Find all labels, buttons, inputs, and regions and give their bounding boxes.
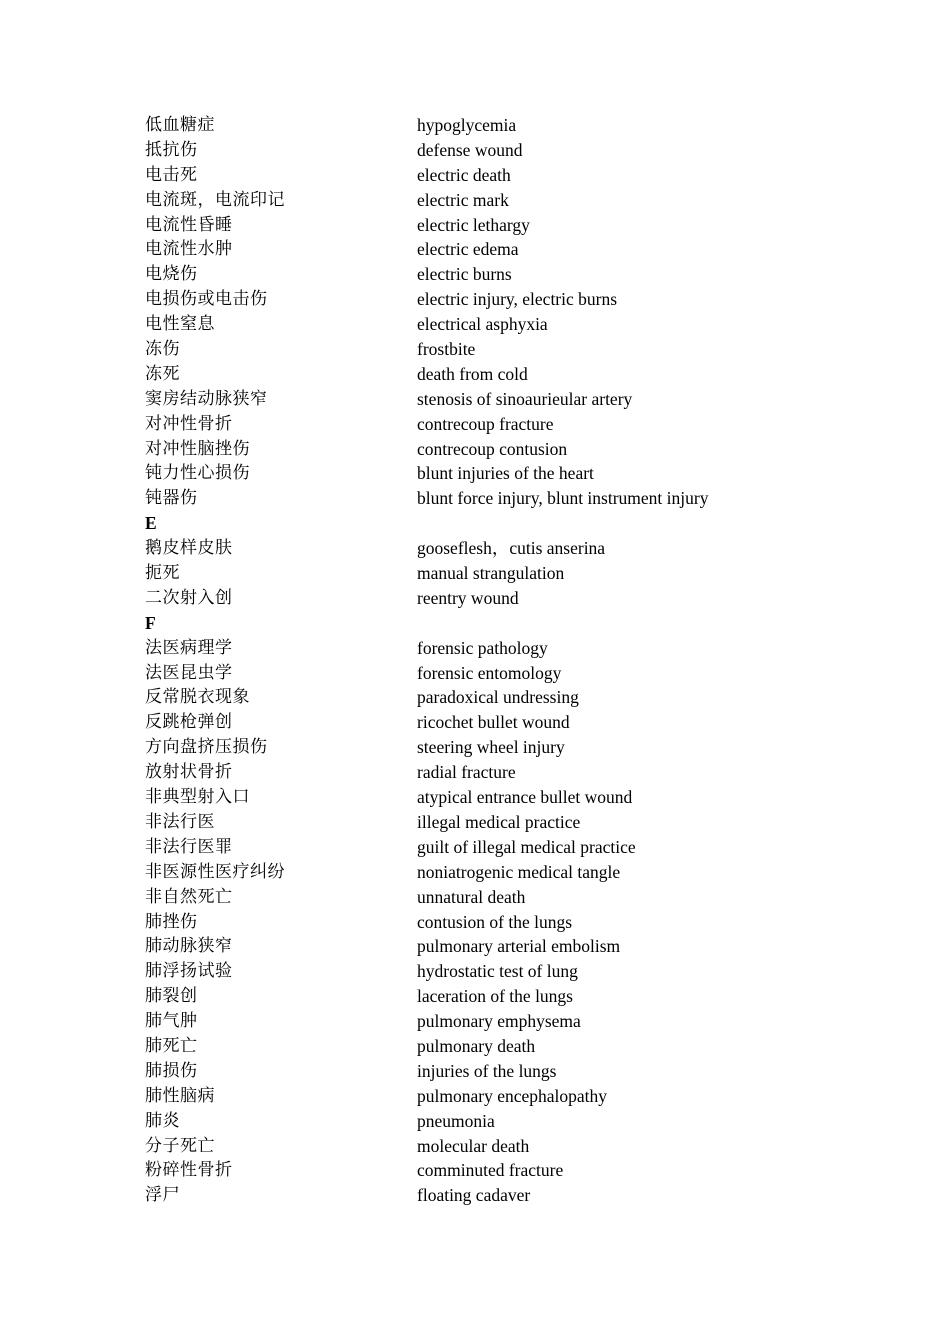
glossary-entry [0, 437, 950, 462]
english-term: electric injury, electric burns [417, 289, 618, 310]
glossary-entry [0, 785, 950, 810]
chinese-term: 电烧伤 [145, 264, 198, 285]
glossary-entry [0, 337, 950, 362]
chinese-term: 肺死亡 [145, 1035, 198, 1056]
chinese-term: 钝力性心损伤 [145, 463, 250, 484]
glossary-entry [0, 237, 950, 262]
glossary-entry [0, 163, 950, 188]
chinese-term: 电流性水肿 [145, 239, 233, 260]
glossary-entry [0, 188, 950, 213]
glossary-entry [0, 934, 950, 959]
chinese-term: 法医昆虫学 [145, 662, 233, 683]
glossary-entry [0, 362, 950, 387]
glossary-entry [0, 138, 950, 163]
glossary-entry [0, 536, 950, 561]
chinese-term: 方向盘挤压损伤 [145, 737, 268, 758]
glossary-entry [0, 984, 950, 1009]
chinese-term: 冻死 [145, 363, 180, 384]
english-term: atypical entrance bullet wound [417, 787, 633, 808]
chinese-term: 窦房结动脉狭窄 [145, 388, 268, 409]
english-term: forensic pathology [417, 637, 548, 658]
glossary-entry [0, 486, 950, 511]
english-term: comminuted fracture [417, 1160, 564, 1181]
chinese-term: 肺损伤 [145, 1060, 198, 1081]
glossary-entry [0, 885, 950, 910]
glossary-list [0, 113, 950, 1208]
glossary-entry [0, 1034, 950, 1059]
chinese-term: 非法行医 [145, 811, 215, 832]
english-term: hypoglycemia [417, 115, 517, 135]
chinese-term: 反跳枪弹创 [145, 712, 233, 733]
english-term: pulmonary death [417, 1035, 536, 1056]
english-term: paradoxical undressing [417, 687, 579, 708]
chinese-term: 抵抗伤 [145, 139, 198, 160]
chinese-term: 肺动脉狭窄 [145, 936, 233, 957]
glossary-entry [0, 835, 950, 860]
chinese-term: 非自然死亡 [145, 886, 233, 907]
english-term: pulmonary arterial embolism [417, 936, 621, 957]
glossary-entry [0, 810, 950, 835]
english-term: contusion of the lungs [417, 911, 573, 932]
glossary-entry [0, 710, 950, 735]
glossary-entry [0, 312, 950, 337]
glossary-entry [0, 113, 950, 138]
english-term: guilt of illegal medical practice [417, 836, 636, 857]
english-term: electric lethargy [417, 214, 530, 235]
glossary-entry [0, 1084, 950, 1109]
chinese-term: 粉碎性骨折 [145, 1160, 233, 1181]
glossary-entry [0, 1183, 950, 1208]
english-term: forensic entomology [417, 662, 562, 683]
english-term: stenosis of sinoaurieular artery [417, 388, 633, 409]
glossary-entry [0, 760, 950, 785]
english-term: pneumonia [417, 1110, 495, 1131]
chinese-term: 冻伤 [145, 339, 180, 360]
chinese-term: 肺浮扬试验 [145, 961, 233, 982]
english-term: death from cold [417, 363, 528, 384]
english-term: electric mark [417, 189, 509, 210]
glossary-entry [0, 412, 950, 437]
glossary-entry [0, 910, 950, 935]
english-term: illegal medical practice [417, 811, 581, 832]
chinese-term: 钝器伤 [145, 488, 198, 509]
chinese-term: 反常脱衣现象 [145, 687, 250, 708]
section-heading-row [0, 611, 950, 636]
glossary-entry [0, 1134, 950, 1159]
english-term: electric edema [417, 239, 519, 260]
english-term: laceration of the lungs [417, 986, 573, 1007]
chinese-term: 肺挫伤 [145, 911, 198, 932]
glossary-entry [0, 262, 950, 287]
chinese-term: 电流斑，电流印记 [145, 189, 285, 210]
glossary-entry [0, 461, 950, 486]
glossary-entry [0, 1158, 950, 1183]
chinese-term: 电击死 [145, 164, 198, 185]
english-term: molecular death [417, 1135, 530, 1156]
english-term: steering wheel injury [417, 737, 565, 758]
chinese-term: 非医源性医疗纠纷 [145, 861, 285, 882]
english-term: electric death [417, 164, 511, 185]
english-term: frostbite [417, 339, 476, 360]
glossary-entry [0, 636, 950, 661]
chinese-term: 放射状骨折 [145, 762, 233, 783]
glossary-entry [0, 685, 950, 710]
glossary-entry [0, 661, 950, 686]
chinese-term: 非典型射入口 [145, 787, 250, 808]
english-term: floating cadaver [417, 1185, 531, 1206]
glossary-entry [0, 1109, 950, 1134]
english-term: pulmonary encephalopathy [417, 1085, 608, 1106]
english-term: electric burns [417, 264, 512, 285]
english-term: unnatural death [417, 886, 526, 907]
chinese-term: 法医病理学 [145, 637, 233, 658]
english-term: contrecoup contusion [417, 438, 568, 459]
chinese-term: 肺气肿 [145, 1011, 198, 1032]
english-term: ricochet bullet wound [417, 712, 570, 733]
glossary-entry [0, 287, 950, 312]
english-term: electrical asphyxia [417, 314, 548, 335]
section-letter: F [145, 612, 156, 633]
chinese-term: 鹅皮样皮肤 [145, 538, 233, 559]
glossary-entry [0, 1009, 950, 1034]
english-term: blunt injuries of the heart [417, 463, 594, 484]
english-term: blunt force injury, blunt instrument injury [417, 488, 709, 509]
english-term: gooseflesh，cutis anserina [417, 538, 606, 559]
english-term: injuries of the lungs [417, 1060, 557, 1081]
chinese-term: 肺裂创 [145, 986, 198, 1007]
english-term: contrecoup fracture [417, 413, 554, 434]
chinese-term: 电性窒息 [145, 314, 215, 335]
chinese-term: 分子死亡 [145, 1135, 215, 1156]
english-term: defense wound [417, 139, 523, 160]
glossary-entry [0, 586, 950, 611]
english-term: reentry wound [417, 587, 519, 608]
glossary-entry [0, 213, 950, 238]
glossary-entry [0, 735, 950, 760]
section-heading-row [0, 511, 950, 536]
chinese-term: 对冲性脑挫伤 [145, 438, 250, 459]
chinese-term: 对冲性骨折 [145, 413, 233, 434]
chinese-term: 电损伤或电击伤 [145, 289, 268, 310]
chinese-term: 低血糖症 [145, 115, 215, 135]
english-term: manual strangulation [417, 563, 565, 584]
glossary-entry [0, 387, 950, 412]
chinese-term: 扼死 [145, 563, 180, 584]
glossary-entry [0, 561, 950, 586]
chinese-term: 肺炎 [145, 1110, 180, 1131]
glossary-entry [0, 959, 950, 984]
glossary-entry [0, 860, 950, 885]
chinese-term: 肺性脑病 [145, 1085, 215, 1106]
english-term: hydrostatic test of lung [417, 961, 578, 982]
english-term: pulmonary emphysema [417, 1011, 581, 1032]
chinese-term: 非法行医罪 [145, 836, 233, 857]
chinese-term: 浮尸 [145, 1185, 180, 1206]
glossary-entry [0, 1059, 950, 1084]
english-term: noniatrogenic medical tangle [417, 861, 621, 882]
chinese-term: 电流性昏睡 [145, 214, 233, 235]
chinese-term: 二次射入创 [145, 587, 233, 608]
english-term: radial fracture [417, 762, 516, 783]
section-letter: E [145, 513, 157, 534]
